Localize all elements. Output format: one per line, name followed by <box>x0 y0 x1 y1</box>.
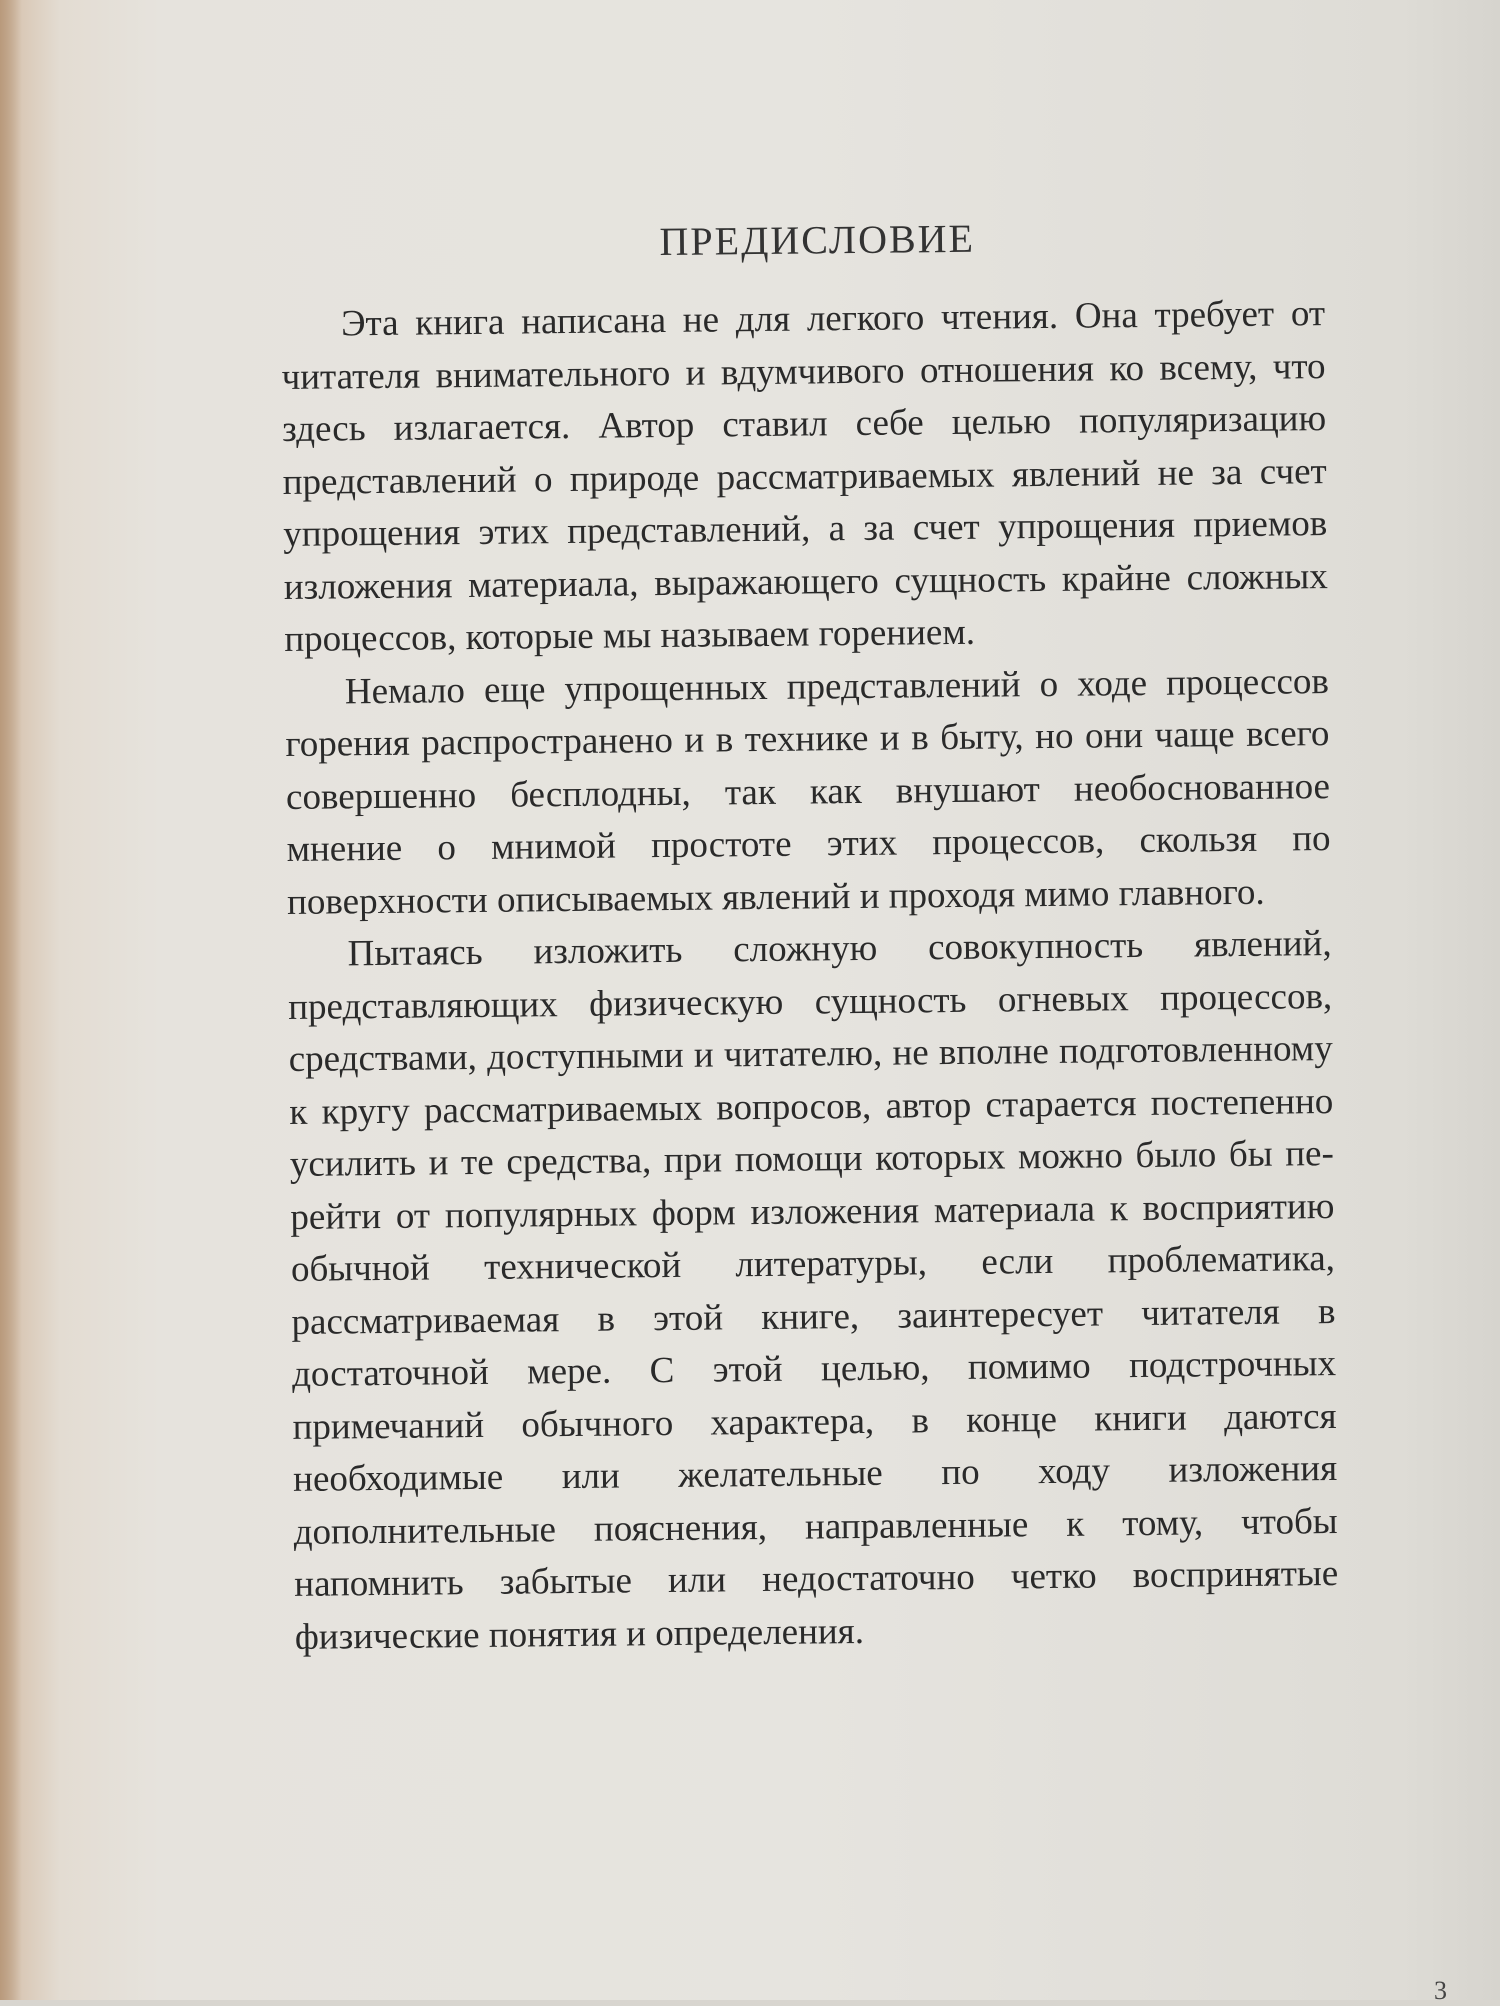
page-number: 3 <box>1434 1976 1447 2005</box>
paragraph-1: Эта книга написана не для легкого чтения. Она требует от читателя внимательного и вдумчивого отношения ко всему, что здесь излагается. Автор ставил себе целью популяризацию представлений о природе рассматриваемых явлений не за счет упрощения этих представлений, а за счет упрощения приемов изложения материала, выражающего сущность крайне сложных процессов, которые мы называем горением. <box>281 293 1328 660</box>
book-spine-shadow <box>0 0 22 2000</box>
paragraph-3: Пытаясь изложить сложную совокупность явлений, представляющих физическую сущность огневых процессов, средствами, доступными и читателю, не вполне подготовленному к кругу рассматриваемых вопросов, автор старается постепенно усилить и те средства, при помощи которых можно было бы перейти от популярных форм изложения материала к восприятию обычной технической литературы, если проблематика, рассматриваемая в этой книге, заинтересует читателя в достаточной мере. С этой целью, помимо подстрочных примечаний обычного характера, в конце книги даются необходимые или желательные по ходу изложения дополнительные пояснения, направленные к тому, чтобы напомнить забытые или недостаточно четко воспринятые физические понятия и определения. <box>288 923 1339 1658</box>
paragraph-2: Немало еще упрощенных представлений о ходе процессов горения распространено и в технике и в быту, но они чаще всего совершенно бесплодны, так как внушают необоснованное мнение о мнимой простоте этих процессов, скользя по поверхности описываемых явлений и проходя мимо главного. <box>285 660 1331 923</box>
preface-text-block <box>280 211 1339 1664</box>
page-title: ПРЕДИСЛОВИЕ <box>659 215 976 265</box>
